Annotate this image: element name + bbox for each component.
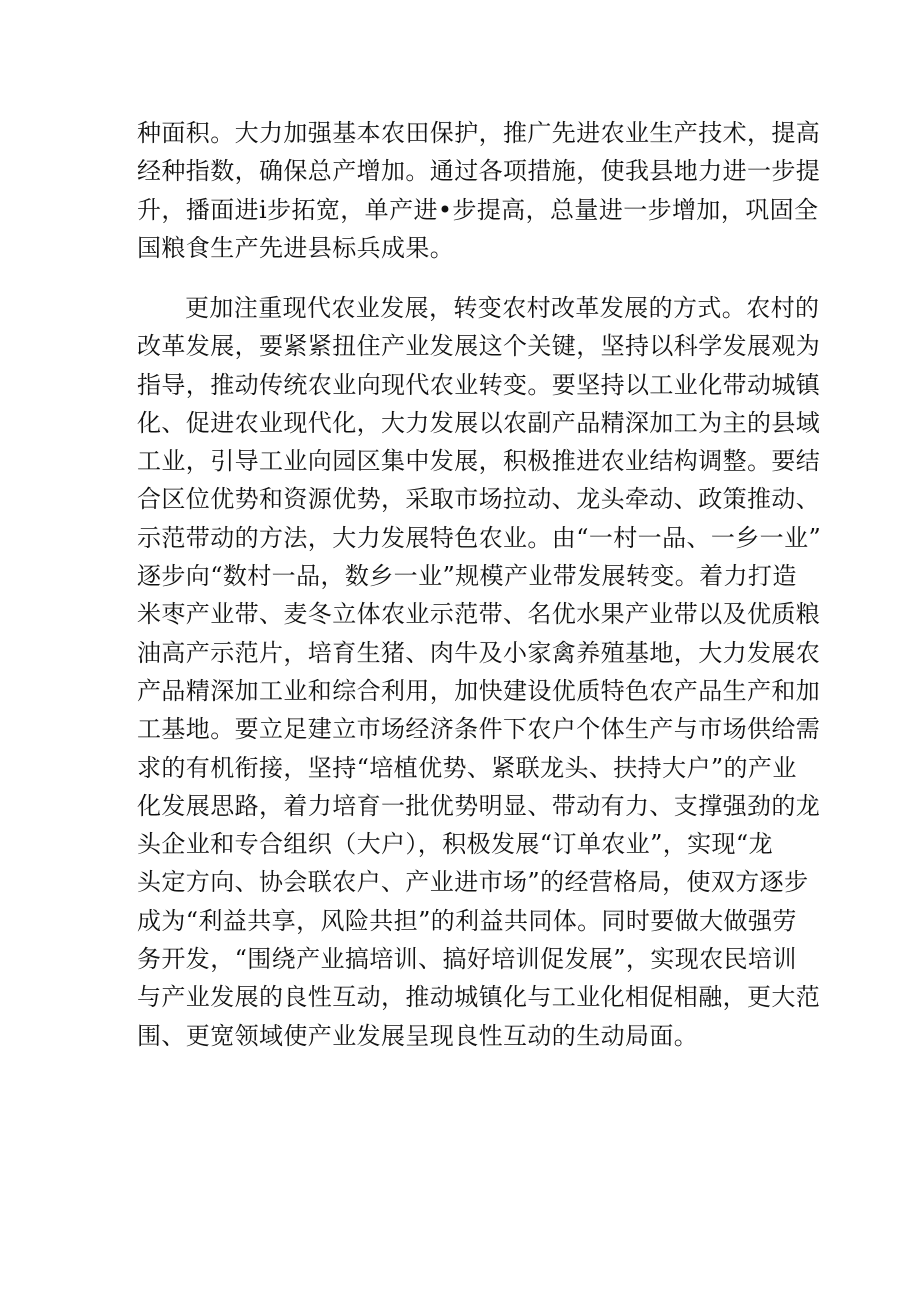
paragraph-2-line: 改革发展，要紧紧扭住产业发展这个关键，坚持以科学发展观为 bbox=[137, 332, 821, 361]
paragraph-1-line: 升，播面进i步拓宽，单产进•步提高，总量进一步增加，巩固全 bbox=[137, 195, 819, 224]
paragraph-2-line: 指导，推动传统农业向现代农业转变。要坚持以工业化带动城镇 bbox=[137, 370, 821, 399]
paragraph-1-line: 国粮食生产先进县标兵成果。 bbox=[137, 233, 455, 262]
paragraph-2-line: 工基地。要立足建立市场经济条件下农户个体生产与市场供给需 bbox=[137, 715, 821, 744]
paragraph-2-line: 产品精深加工业和综合利用，加快建设优质特色农产品生产和加 bbox=[137, 676, 821, 705]
paragraph-2-line: 逐步向“数村一品，数乡一业”规模产业带发展转变。着力打造 bbox=[137, 562, 797, 591]
paragraph-2-line: 围、更宽领域使产业发展呈现良性互动的生动局面。 bbox=[137, 1021, 699, 1050]
paragraph-2-line: 油高产示范片，培育生猪、肉牛及小家禽养殖基地，大力发展农 bbox=[137, 638, 821, 667]
paragraph-2-line: 头定方向、协会联农户、产业进市场”的经营格局，使双方逐步 bbox=[137, 868, 809, 897]
paragraph-2-line: 更加注重现代农业发展，转变农村改革发展的方式。农村的 bbox=[185, 294, 820, 322]
paragraph-2-line: 化发展思路，着力培育一批优势明显、带动有力、支撑强劲的龙 bbox=[137, 791, 821, 820]
paragraph-2-line: 成为“利益共享，风险共担”的利益共同体。同时要做大做强劳 bbox=[137, 906, 797, 935]
paragraph-2-line: 求的有机衔接，坚持“培植优势、紧联龙头、扶持大户”的产业 bbox=[137, 753, 797, 782]
paragraph-2-line: 工业，引导工业向园区集中发展，积极推进农业结构调整。要结 bbox=[137, 447, 821, 476]
paragraph-2-line: 务开发，“围绕产业搞培训、搞好培训促发展”，实现农民培训 bbox=[137, 945, 797, 974]
paragraph-2 bbox=[137, 289, 822, 1055]
paragraph-2-line: 头企业和专合组织（大户），积极发展“订单农业”，实现“龙 bbox=[137, 830, 774, 859]
paragraph-2-line: 化、促进农业现代化，大力发展以农副产品精深加工为主的县域 bbox=[137, 408, 821, 437]
paragraph-2-line: 与产业发展的良性互动，推动城镇化与工业化相促相融，更大范 bbox=[137, 983, 821, 1012]
paragraph-2-line: 米枣产业带、麦冬立体农业示范带、名优水果产业带以及优质粮 bbox=[137, 600, 821, 629]
paragraph-1-line: 经种指数，确保总产增加。通过各项措施，使我县地力进一步提 bbox=[137, 157, 821, 186]
paragraph-1 bbox=[137, 114, 821, 267]
paragraph-2-line: 合区位优势和资源优势，采取市场拉动、龙头牵动、政策推动、 bbox=[137, 485, 821, 514]
paragraph-1-line: 种面积。大力加强基本农田保护，推广先进农业生产技术，提高 bbox=[137, 119, 821, 147]
paragraph-2-line: 示范带动的方法，大力发展特色农业。由“一村一品、一乡一业” bbox=[137, 523, 822, 552]
